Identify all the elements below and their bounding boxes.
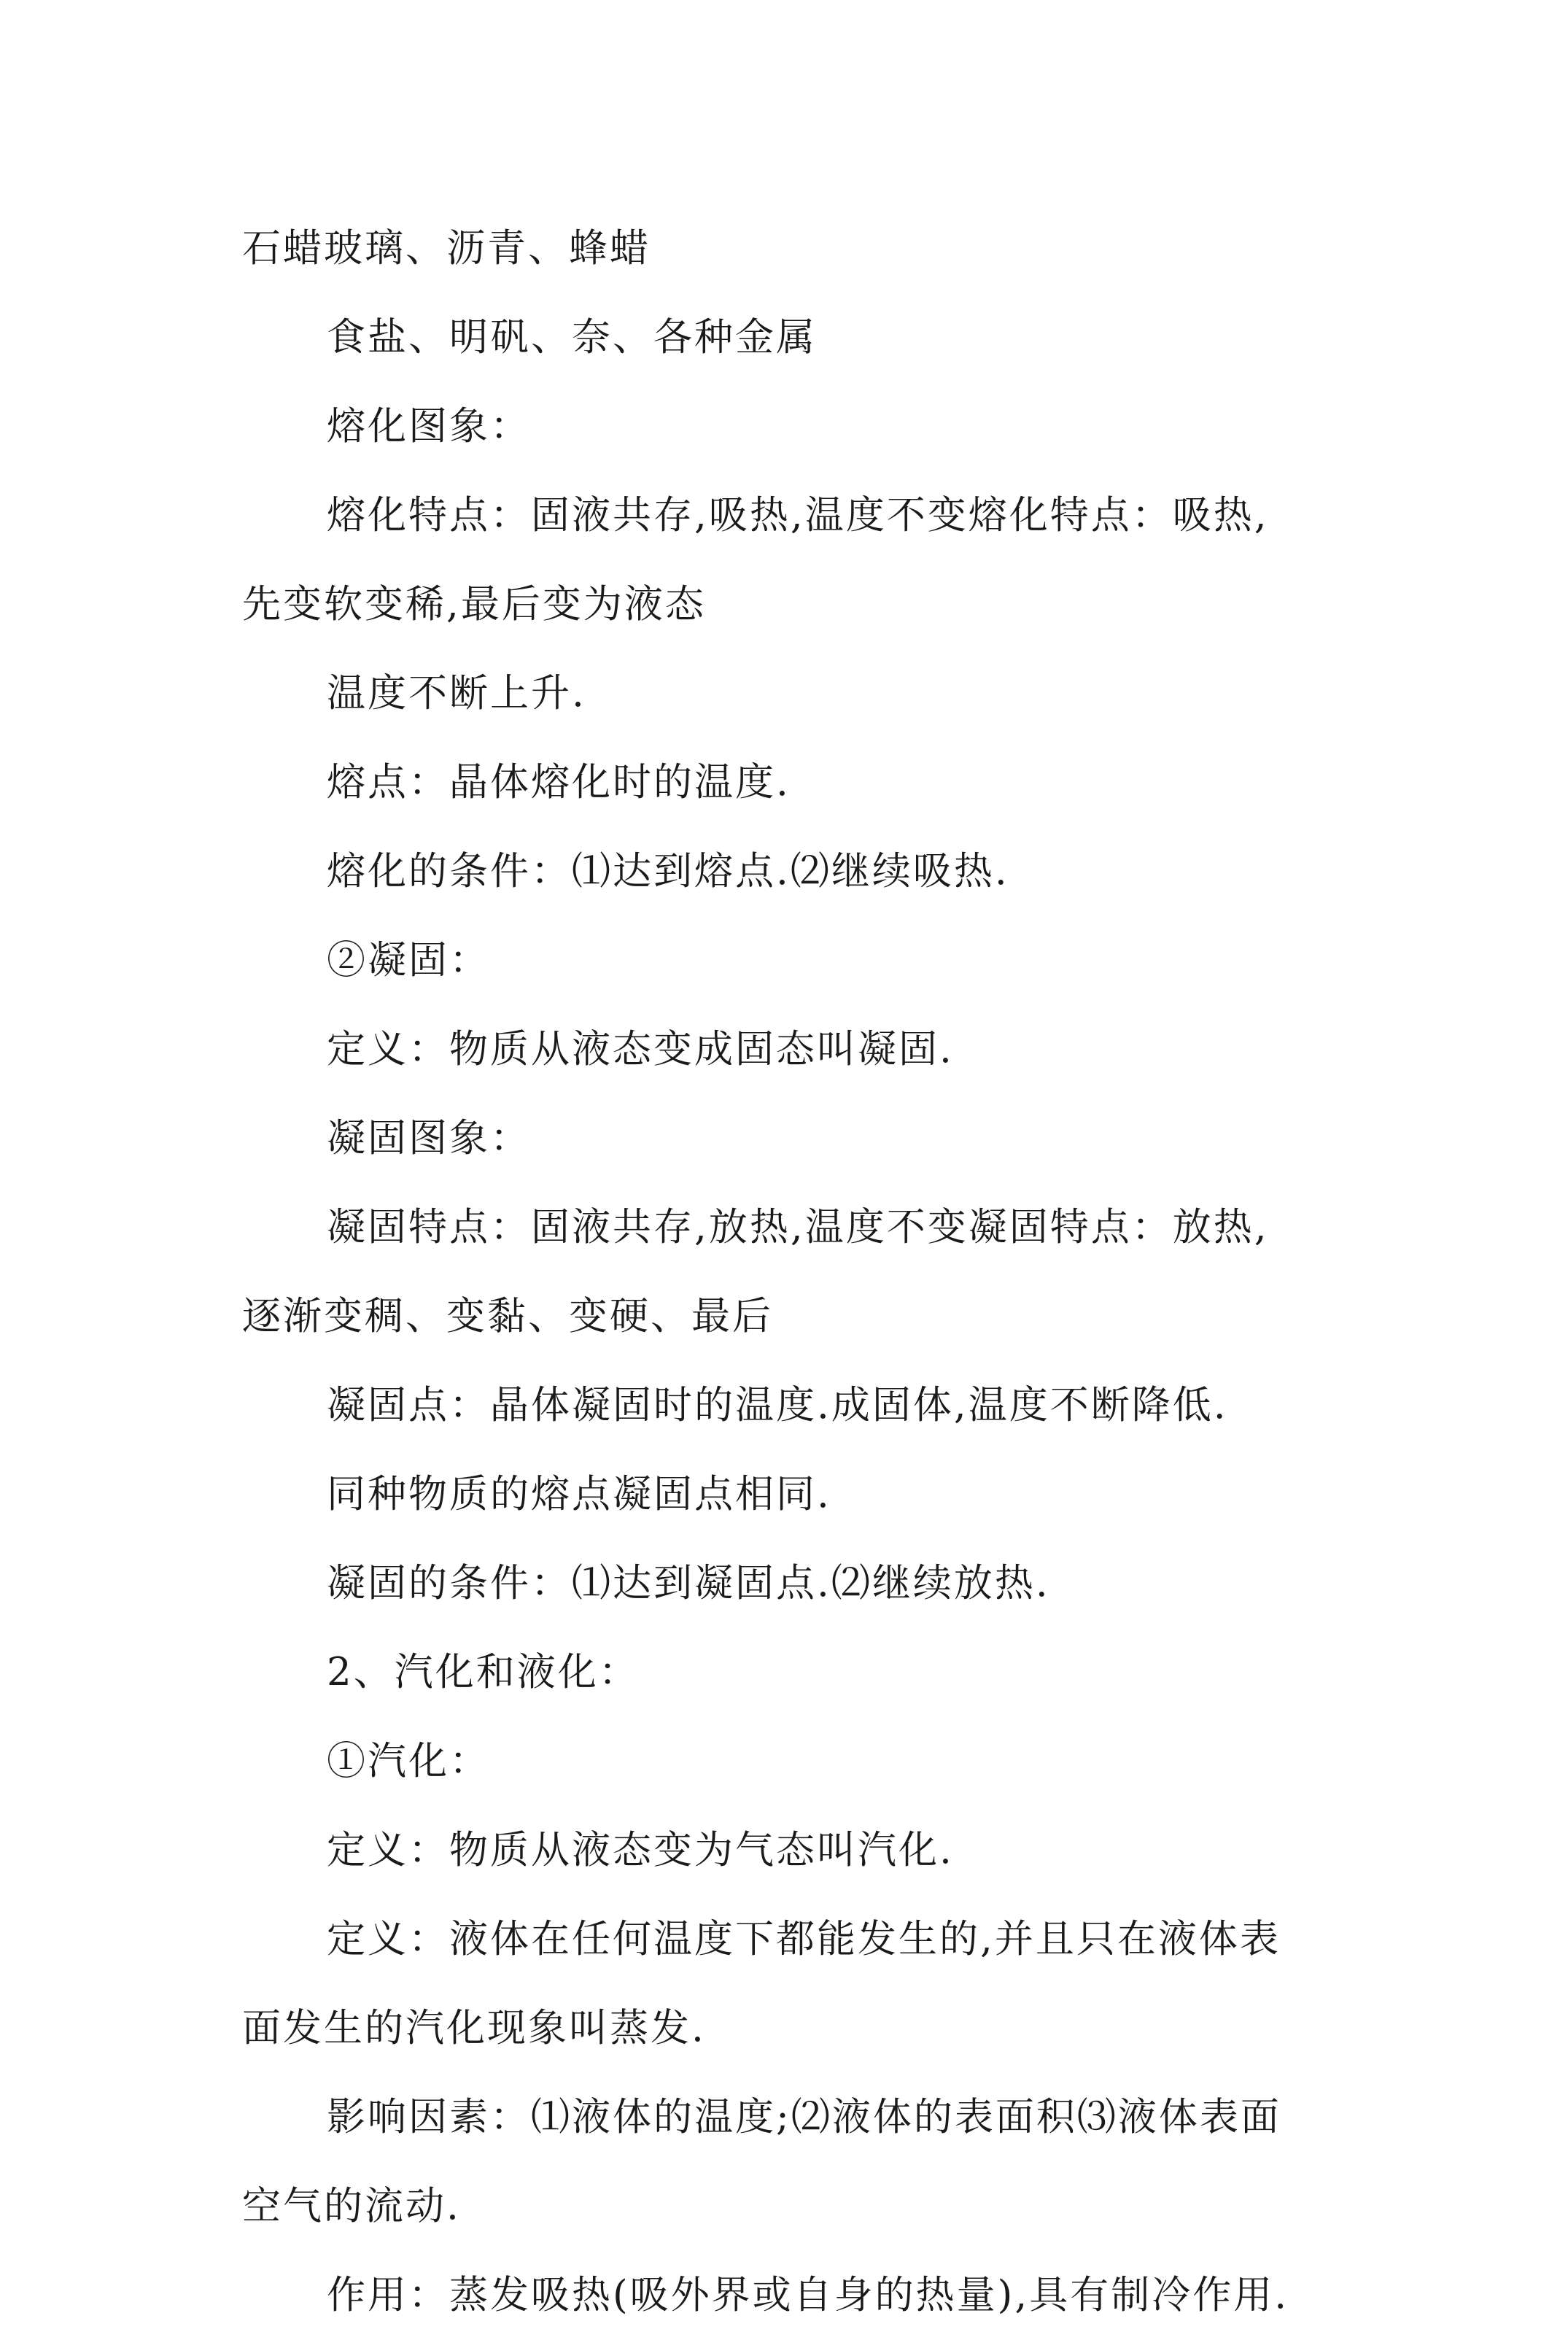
text-line: 作用：蒸发吸热(吸外界或自身的热量),具有制冷作用. <box>327 2273 1289 2317</box>
section-heading: 2、汽化和液化： <box>327 1650 640 1694</box>
text-line: 凝固的条件：⑴达到凝固点.⑵继续放热. <box>327 1561 1050 1605</box>
text-line: 熔化的条件：⑴达到熔点.⑵继续吸热. <box>327 849 1009 894</box>
text-line: 熔化图象： <box>327 404 531 449</box>
text-line: 逐渐变稠、变黏、变硬、最后 <box>242 1294 773 1338</box>
text-line: 熔化特点：固液共存,吸热,温度不变熔化特点：吸热, <box>327 493 1269 538</box>
text-line: 温度不断上升. <box>327 671 586 716</box>
text-line: 定义：液体在任何温度下都能发生的,并且只在液体表 <box>327 1917 1281 1961</box>
text-line: 先变软变稀,最后变为液态 <box>242 582 706 627</box>
text-line: 空气的流动. <box>242 2184 461 2228</box>
section-heading: ①汽化： <box>327 1739 490 1783</box>
text-line: 面发生的汽化现象叫蒸发. <box>242 2006 706 2050</box>
section-heading: ②凝固： <box>327 938 490 983</box>
text-line: 凝固图象： <box>327 1116 531 1161</box>
document-body <box>242 204 1351 2340</box>
text-line: 食盐、明矾、奈、各种金属 <box>327 315 817 360</box>
text-line: 同种物质的熔点凝固点相同. <box>327 1472 831 1516</box>
text-line: 石蜡玻璃、沥青、蜂蜡 <box>242 226 651 271</box>
text-line: 影响因素：⑴液体的温度;⑵液体的表面积⑶液体表面 <box>327 2095 1281 2139</box>
text-line: 定义：物质从液态变成固态叫凝固. <box>327 1027 954 1072</box>
text-line: 定义：物质从液态变为气态叫汽化. <box>327 1828 954 1872</box>
text-line: 熔点：晶体熔化时的温度. <box>327 760 791 805</box>
text-line: 凝固特点：固液共存,放热,温度不变凝固特点：放热, <box>327 1205 1269 1250</box>
text-line: 凝固点：晶体凝固时的温度.成固体,温度不断降低. <box>327 1383 1228 1427</box>
